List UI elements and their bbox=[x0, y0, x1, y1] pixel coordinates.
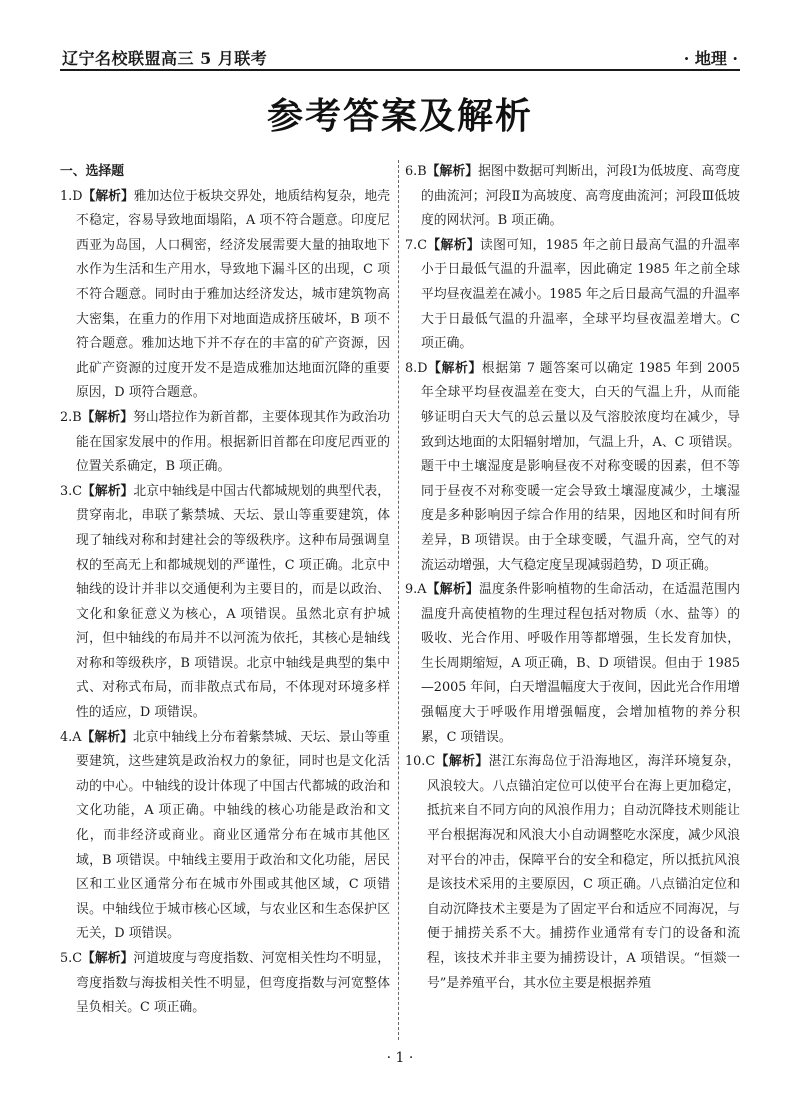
column-divider bbox=[398, 160, 399, 1040]
answer-number: 3.C bbox=[60, 483, 83, 499]
answer-number: 1.D bbox=[60, 188, 83, 204]
answer-number: 9.A bbox=[405, 582, 427, 598]
analysis-tag: 【解析】 bbox=[82, 951, 134, 966]
answer-number: 7.C bbox=[405, 237, 428, 253]
analysis-tag: 【解析】 bbox=[426, 582, 479, 598]
answer-number: 6.B bbox=[405, 164, 427, 179]
analysis-tag: 【解析】 bbox=[81, 729, 133, 745]
answer-item-2 bbox=[60, 406, 390, 480]
answer-text: 河道坡度与弯度指数、河宽相关性均不明显，弯度指数与海拔相关性不明显，但弯度指数与河宽整体呈负相关。C 项正确。 bbox=[76, 951, 391, 1016]
analysis-tag: 【解析】 bbox=[426, 164, 479, 179]
answer-item-7 bbox=[405, 234, 740, 357]
answer-item-3 bbox=[60, 480, 390, 726]
analysis-tag: 【解析】 bbox=[81, 409, 134, 425]
answer-item-4 bbox=[60, 726, 390, 947]
answer-text: 根据第 7 题答案可以确定 1985 年到 2005 年全球平均昼夜温差在变大，白天的气温上升，从而能够证明白天大气的总云量以及气溶胶浓度均在减少，导致到达地面的太阳辐射增加，气温上升，A、C 项错误。题干中土壤湿度是影响昼夜不对称变暖的因素，但不等同于昼夜不对称变暖一定会导致土壤湿度减少，土壤湿度是多种影响因子综合作用的结果，因地区和时间有所差异，B 项错误。由于全球变暖，气温升高，空气的对流运动增强，大气稳定度呈现减弱趋势，D 项正确。 bbox=[421, 360, 740, 573]
left-column bbox=[60, 160, 390, 1021]
answer-number: 8.D bbox=[405, 360, 428, 376]
answer-item-5 bbox=[60, 947, 390, 1021]
analysis-tag: 【解析】 bbox=[82, 188, 134, 204]
answer-text: 据图中数据可判断出，河段Ⅰ为低坡度、高弯度的曲流河；河段Ⅱ为高坡度、高弯度曲流河；河段Ⅲ低坡度的网状河。B 项正确。 bbox=[421, 164, 741, 229]
answer-item-8 bbox=[405, 357, 740, 578]
answer-number: 2.B bbox=[60, 409, 82, 425]
answer-text: 温度条件影响植物的生命活动，在适温范围内温度升高使植物的生理过程包括对物质（水、盐等）的吸收、光合作用、呼吸作用等都增强，生长发育加快，生长周期缩短，A 项正确，B、D 项错误。但由于 1985—2005 年间，白天增温幅度大于夜间，因此光合作用增强幅度大于呼吸作用增强幅度，会增加植物的养分积累，C 项错误。 bbox=[421, 582, 741, 745]
answer-text: 湛江东海岛位于沿海地区，海洋环境复杂，风浪较大。八点锚泊定位可以使平台在海上更加稳定，抵抗来自不同方向的风浪作用力；自动沉降技术则能让平台根据海况和风浪大小自动调整吃水深度，减少风浪对平台的冲击，保障平台的安全和稳定，所以抵抗风浪是该技术采用的主要原因，C 项正确。八点锚泊定位和自动沉降技术主要是为了固定平台和适应不同海况，与便于捕捞关系不大。捕捞作业通常有专门的设备和流程，该技术并非主要为捕捞设计，A 项错误。“恒燚一号”是养殖平台，其水位主要是根据养殖 bbox=[427, 754, 741, 991]
answer-number: 10.C bbox=[405, 754, 436, 770]
answer-text: 雅加达位于板块交界处，地质结构复杂，地壳不稳定，容易导致地面塌陷，A 项不符合题意。印度尼西亚为岛国，人口稠密，经济发展需要大量的抽取地下水作为生活和生产用水，导致地下漏斗区的出现，C 项不符合题意。同时由于雅加达经济发达，城市建筑物高大密集，在重力的作用下对地面造成挤压破坏，B 项不符合题意。雅加达地下并不存在的丰富的矿产资源，因此矿产资源的过度开发不是造成雅加达地面沉降的重要原因，D 项符合题意。 bbox=[76, 188, 391, 401]
page-header bbox=[60, 40, 740, 70]
answer-item-1 bbox=[60, 185, 390, 406]
section-title: 一、选择题 bbox=[60, 164, 124, 179]
analysis-tag: 【解析】 bbox=[427, 360, 482, 376]
analysis-tag: 【解析】 bbox=[82, 483, 134, 499]
answer-text: 努山塔拉作为新首都，主要体现其作为政治功能在国家发展中的作用。根据新旧首都在印度尼西亚的位置关系确定，B 项正确。 bbox=[76, 409, 391, 475]
answer-text: 读图可知，1985 年之前日最高气温的升温率小于日最低气温的升温率，因此确定 1985 年之前全球平均昼夜温差在减小。1985 年之后日最高气温的升温率大于日最低气温的升温率，全球平均昼夜温差增大。C 项正确。 bbox=[421, 237, 740, 352]
page-number: · 1 · bbox=[386, 1050, 414, 1066]
subject-label: · 地理 · bbox=[683, 49, 738, 68]
right-column bbox=[405, 160, 740, 996]
answer-text: 北京中轴线是中国古代都城规划的典型代表，贯穿南北，串联了紫禁城、天坛、景山等重要建筑，体现了轴线对称和封建社会的等级秩序。这种布局强调皇权的至高无上和都城规划的严谨性，C 项正确。北京中轴线的设计并非以交通便利为主要目的，而是以政治、文化和象征意义为核心，A 项错误。虽然北京有护城河，但中轴线的布局并不以河流为依托，其核心是轴线对称和等级秩序，B 项错误。北京中轴线是典型的集中式、对称式布局，而非散点式布局，不体现对环境多样性的适应，D 项错误。 bbox=[76, 483, 391, 721]
answer-text: 北京中轴线上分布着紫禁城、天坛、景山等重要建筑，这些建筑是政治权力的象征，同时也是文化活动的中心。中轴线的设计体现了中国古代都城的政治和文化功能，A 项正确。中轴线的核心功能是政治和文化，而非经济或商业。商业区通常分布在城市其他区域，B 项错误。中轴线主要用于政治和文化功能，居民区和工业区通常分布在城市外围或其他区域，C 项错误。中轴线位于城市核心区域，与农业区和生态保护区无关，D 项错误。 bbox=[76, 729, 391, 942]
answer-item-6 bbox=[405, 160, 740, 234]
exam-name: 辽宁名校联盟高三 5 月联考 bbox=[62, 49, 268, 68]
answer-item-10 bbox=[405, 750, 740, 996]
header-rule bbox=[60, 69, 740, 71]
answer-number: 5.C bbox=[60, 951, 83, 966]
answer-item-9 bbox=[405, 578, 740, 750]
answer-number: 4.A bbox=[60, 729, 82, 745]
page-title: 参考答案及解析 bbox=[266, 96, 533, 137]
analysis-tag: 【解析】 bbox=[427, 237, 480, 253]
analysis-tag: 【解析】 bbox=[435, 754, 489, 770]
